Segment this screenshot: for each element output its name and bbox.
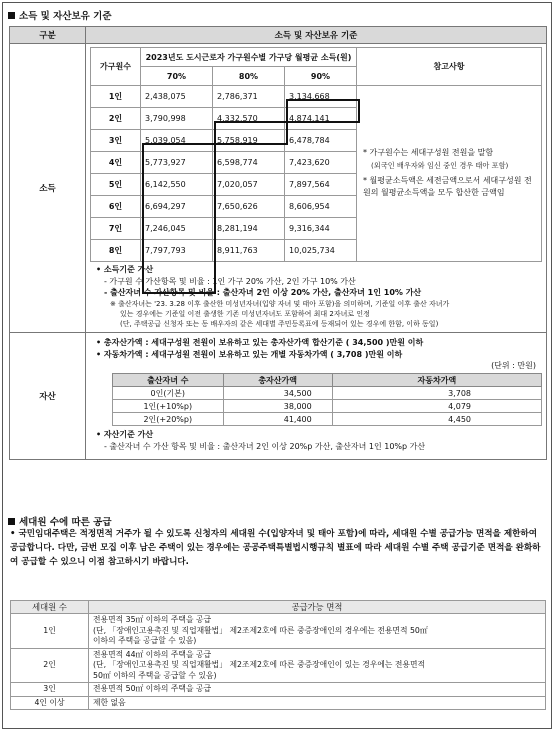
income-90: 9,316,344 [285,218,357,240]
asset-extra-line: - 출산자녀 수 가산 항목 및 비율 : 출산자녀 2인 이상 20%p 가산, 출산자녀 1인 10%p 가산 [104,441,426,451]
area-line-2: (단, 「장애인고용촉진 및 직업재활법」 제2조제2호에 따른 중증장애인이 있는 경우에는 전용면적 [93,660,426,670]
income-70: 2,438,075 [141,86,213,108]
household-count: 2인 [91,108,141,130]
asset-car: 4,079 [332,400,541,413]
income-70: 5,039,054 [141,130,213,152]
row-label-income: 소득 [10,44,86,333]
area-line-3: 이하의 주택을 공급할 수 있음) [93,636,197,646]
supply-area [89,648,546,683]
area-line-1: 전용면적 35㎡ 이하의 주택을 공급 [93,615,212,624]
section-title-income-asset [8,8,112,22]
asset-row [113,400,542,413]
asset-children: 0인(기본) [113,387,224,400]
asset-total: 34,500 [223,387,332,400]
section-title-supply [8,514,112,528]
supply-row [11,614,546,649]
supply-area [89,683,546,697]
asset-total: 41,400 [223,413,332,426]
supply-row [11,648,546,683]
supply-header-area: 공급가능 면적 [89,601,546,614]
household-count: 6인 [91,196,141,218]
income-row [91,86,542,108]
household-count: 7인 [91,218,141,240]
square-bullet-icon [8,12,15,19]
income-70: 7,797,793 [141,240,213,262]
income-80: 7,650,626 [213,196,285,218]
area-line-1: 제한 없음 [93,697,126,707]
supply-household: 3인 [11,683,89,697]
income-group-header: 2023년도 도시근로자 가구원수별 가구당 월평균 소득(원) [141,48,357,67]
criteria-table [9,26,547,460]
asset-header-children: 출산자녀 수 [113,374,224,387]
pct-header-70: 70% [141,67,213,86]
income-80: 2,786,371 [213,86,285,108]
pct-header-90: 90% [285,67,357,86]
asset-children: 2인(+20%p) [113,413,224,426]
income-extra-note1: ※ 출산자녀는 '23. 3.28 이후 출산한 미성년자녀(입양 자녀 및 태아 포함)을 의미하며, 기준일 이후 출산 자녀가 [110,299,450,308]
supply-area [89,696,546,710]
supply-household: 2인 [11,648,89,683]
income-80: 4,332,570 [213,108,285,130]
income-90: 6,478,784 [285,130,357,152]
household-count: 4인 [91,152,141,174]
asset-cell [86,333,547,459]
income-extra-note2: 있는 경우에는 기준일 이전 출생한 기존 미성년자녀도 포함하여 최대 2자녀로 인정 [120,309,370,318]
income-70: 3,790,998 [141,108,213,130]
income-extra-note3: (단, 주택공급 신청자 또는 동 배우자의 같은 세대별 주민등록표에 등재되어 있는 경우에 한함, 이하 동일) [120,320,439,329]
income-70: 6,142,550 [141,174,213,196]
income-70: 5,773,927 [141,152,213,174]
note-1: * 가구원수는 세대구성원 전원을 말함 [363,148,494,158]
income-90: 7,423,620 [285,152,357,174]
income-extra-line2: - 출산자녀 수 가산항목 및 비율 : 출산자녀 2인 이상 20% 가산, 출산자녀 1인 10% 가산 [104,288,422,298]
income-cell [86,44,547,333]
supply-row [11,683,546,697]
asset-total: 38,000 [223,400,332,413]
col-header-gubun: 구분 [10,27,86,44]
household-count: 1인 [91,86,141,108]
income-90: 3,134,668 [285,86,357,108]
asset-extra-title: • 자산기준 가산 [96,430,154,440]
section-title-text: 소득 및 자산보유 기준 [19,11,112,22]
supply-row [11,696,546,710]
asset-row [113,387,542,400]
income-80: 6,598,774 [213,152,285,174]
asset-row [113,413,542,426]
asset-extra-block [90,428,542,455]
income-90: 8,606,954 [285,196,357,218]
asset-header-total: 총자산가액 [223,374,332,387]
note-2: * 월평균소득액은 세전금액으로서 세대구성원 전원의 월평균소득액을 모두 합산한 금액임 [363,175,532,198]
income-70: 7,246,045 [141,218,213,240]
household-count: 8인 [91,240,141,262]
area-line-1: 전용면적 44㎡ 이하의 주택을 공급 [93,649,212,659]
household-header: 가구원수 [91,48,141,86]
income-extra-block [90,262,542,332]
pct-header-80: 80% [213,67,285,86]
income-extra-line1: - 가구원 수 가산항목 및 비율 : 1인 가구 20% 가산, 2인 가구 10% 가산 [104,276,356,286]
car-asset-line: • 자동차가액 : 세대구성원 전원이 보유하고 있는 개별 자동차가액 ( 3,708 )만원 이하 [96,349,403,359]
household-count: 3인 [91,130,141,152]
income-table [90,47,542,262]
income-extra-title: • 소득기준 가산 [96,265,154,274]
asset-car: 4,450 [332,413,541,426]
income-90: 4,874,141 [285,108,357,130]
col-header-content: 소득 및 자산보유 기준 [86,27,547,44]
notes-header: 참고사항 [357,48,542,86]
asset-header-car: 자동차가액 [332,374,541,387]
supply-table [10,600,546,710]
area-line-3: 50㎡ 이하의 주택을 공급할 수 있음) [93,670,217,680]
supply-paragraph: • 국민임대주택은 적정면적 거주가 될 수 있도록 신청자의 세대원 수(입양자녀 및 태아 포함)에 따라, 세대원 수별 공급가능 면적을 제한하여 공급합니다. 다만, 금번 모집 이후 남은 주택이 있는 경우에는 공공주택특별법시행규칙 별표에 따라 세대원 수별 주택 공급기준 면적을 완화하여 공급할 수 있으니 이점 참고하시기 바랍니다. [10,529,541,567]
square-bullet-icon [8,518,15,525]
income-80: 7,020,057 [213,174,285,196]
supply-household: 1인 [11,614,89,649]
area-line-2: (단, 「장애인고용촉진 및 직업재활법」 제2조제2호에 따른 중증장애인의 경우에는 전용면적 50㎡ [93,625,428,635]
supply-header-household: 세대원 수 [11,601,89,614]
unit-label: (단위 : 만원) [491,361,536,371]
total-asset-line: • 총자산가액 : 세대구성원 전원이 보유하고 있는 총자산가액 합산기준 ( 34,500 )만원 이하 [96,338,424,348]
supply-area [89,614,546,649]
household-count: 5인 [91,174,141,196]
income-90: 10,025,734 [285,240,357,262]
supply-household: 4인 이상 [11,696,89,710]
asset-children: 1인(+10%p) [113,400,224,413]
asset-car: 3,708 [332,387,541,400]
income-80: 8,911,763 [213,240,285,262]
row-label-asset: 자산 [10,333,86,459]
income-70: 6,694,297 [141,196,213,218]
note-1-sub: (외국인 배우자와 임신 중인 경우 태아 포함) [371,160,509,170]
asset-table [112,373,542,426]
section-title-text: 세대원 수에 따른 공급 [19,517,112,528]
area-line-1: 전용면적 50㎡ 이하의 주택을 공급 [93,684,212,694]
income-80: 8,281,194 [213,218,285,240]
income-90: 7,897,564 [285,174,357,196]
income-notes [357,86,542,262]
income-80: 5,758,919 [213,130,285,152]
